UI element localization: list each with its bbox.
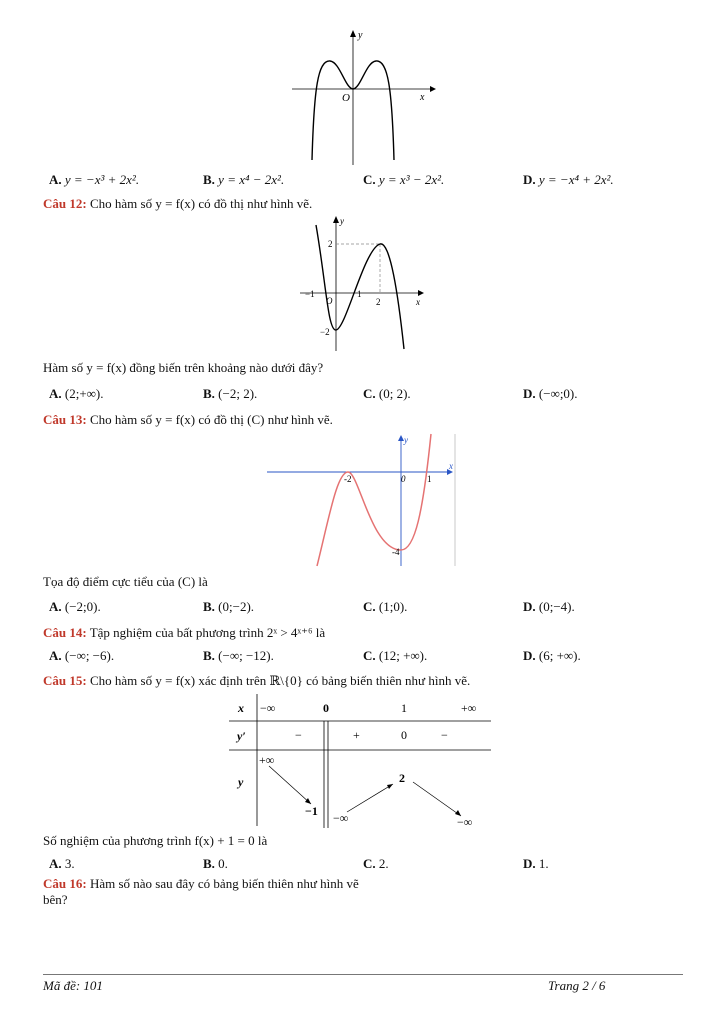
q11-option-d[interactable]: D. y = −x⁴ + 2x². [523, 172, 614, 187]
q15-x-neg-inf: −∞ [260, 701, 276, 715]
q11-x-label: x [420, 92, 425, 103]
q12-x-arrow [418, 290, 424, 296]
q12-option-d[interactable]: D. (−∞;0). [523, 386, 578, 401]
q13-tick-yneg4: -4 [392, 547, 400, 557]
q12-origin-label: O [326, 296, 333, 306]
q15-sign-2: + [353, 728, 360, 742]
q13-tick-neg2: -2 [344, 474, 352, 484]
q13-tick-1: 1 [427, 474, 432, 484]
q13-option-c[interactable]: C. (1;0). [363, 599, 408, 614]
q15-sign-zero: 0 [401, 728, 407, 742]
q15-y-neg-inf-1: −∞ [333, 811, 349, 825]
q13-option-a[interactable]: A. (−2;0). [49, 599, 101, 614]
q15-option-b[interactable]: B. 0. [203, 856, 228, 871]
q15-variation-table [229, 694, 493, 834]
q11-y-arrow [350, 30, 356, 37]
q15-stem: Câu 15: Cho hàm số y = f(x) xác định trên ℝ\{0} có bảng biến thiên như hình vẽ. [43, 673, 471, 688]
q15-arrow-increase [347, 784, 393, 812]
q12-tick-yneg2: −2 [320, 327, 330, 337]
q15-option-a[interactable]: A. 3. [49, 856, 75, 871]
q13-option-d[interactable]: D. (0;−4). [523, 599, 575, 614]
q11-graph [290, 28, 440, 168]
q12-tick-2: 2 [376, 297, 381, 307]
q11-y-label: y [358, 30, 363, 41]
q12-stem: Câu 12: Cho hàm số y = f(x) có đồ thị như hình vẽ. [43, 196, 313, 211]
q12-option-a[interactable]: A. (2;+∞). [49, 386, 104, 401]
q13-y-label: y [404, 435, 408, 445]
exam-code: Mã đề: 101 [43, 978, 103, 993]
q12-tick-y2: 2 [328, 239, 333, 249]
q15-label-y: y [238, 775, 244, 789]
q14-stem: Câu 14: Tập nghiệm của bất phương trình 2ˣ > 4ˣ⁺⁶ là [43, 625, 326, 640]
q14-option-d[interactable]: D. (6; +∞). [523, 648, 581, 663]
q15-label-yprime: y′ [237, 729, 246, 743]
q12-option-c[interactable]: C. (0; 2). [363, 386, 411, 401]
q12-tick-1: 1 [357, 289, 362, 299]
q13-option-b[interactable]: B. (0;−2). [203, 599, 255, 614]
q11-option-c[interactable]: C. y = x³ − 2x². [363, 172, 445, 187]
q14-option-a[interactable]: A. (−∞; −6). [49, 648, 115, 663]
q14-option-b[interactable]: B. (−∞; −12). [203, 648, 274, 663]
q16-stem: Câu 16: Hàm số nào sau đây có bảng biến thiên như hình vẽ [43, 876, 359, 891]
q12-tick-neg1: −1 [305, 289, 315, 299]
q15-label-x: x [238, 701, 244, 715]
q16-stem-continued: bên? [43, 892, 68, 907]
q12-option-b[interactable]: B. (−2; 2). [203, 386, 258, 401]
q15-arrow-decrease-2 [413, 782, 461, 816]
q11-x-arrow [430, 86, 436, 92]
q12-y-label: y [340, 216, 344, 226]
q14-option-c[interactable]: C. (12; +∞). [363, 648, 428, 663]
q15-sign-3: − [441, 728, 448, 742]
q15-y-neg-inf-2: −∞ [457, 815, 473, 829]
q15-x-zero: 0 [323, 701, 329, 715]
q15-y-two: 2 [399, 771, 405, 785]
q12-graph [298, 213, 428, 353]
q11-origin-label: O [342, 92, 350, 104]
q15-y-neg1: −1 [305, 804, 318, 818]
footer-divider [43, 974, 683, 975]
q15-question: Số nghiệm của phương trình f(x) + 1 = 0 là [43, 833, 268, 848]
page-number: Trang 2 / 6 [548, 978, 606, 993]
q13-curve [317, 434, 431, 566]
q13-x-label: x [449, 461, 453, 471]
q13-question: Tọa độ điểm cực tiểu của (C) là [43, 574, 208, 589]
q15-x-pos-inf: +∞ [461, 701, 477, 715]
q13-graph [267, 432, 459, 568]
q15-arrow-decrease-1 [269, 766, 311, 804]
q15-sign-1: − [295, 728, 302, 742]
q12-question: Hàm số y = f(x) đồng biến trên khoảng nào dưới đây? [43, 360, 324, 375]
q15-option-c[interactable]: C. 2. [363, 856, 389, 871]
q12-x-label: x [416, 297, 420, 307]
q15-option-d[interactable]: D. 1. [523, 856, 549, 871]
q15-x-one: 1 [401, 701, 407, 715]
q15-arrowhead-2 [387, 784, 393, 789]
q11-option-a[interactable]: A. y = −x³ + 2x². [49, 172, 140, 187]
q12-y-arrow [333, 216, 339, 223]
q11-option-b[interactable]: B. y = x⁴ − 2x². [203, 172, 285, 187]
q13-stem: Câu 13: Cho hàm số y = f(x) có đồ thị (C) như hình vẽ. [43, 412, 333, 427]
q13-origin-label: 0 [401, 474, 406, 484]
q15-y-pos-inf: +∞ [259, 753, 275, 767]
